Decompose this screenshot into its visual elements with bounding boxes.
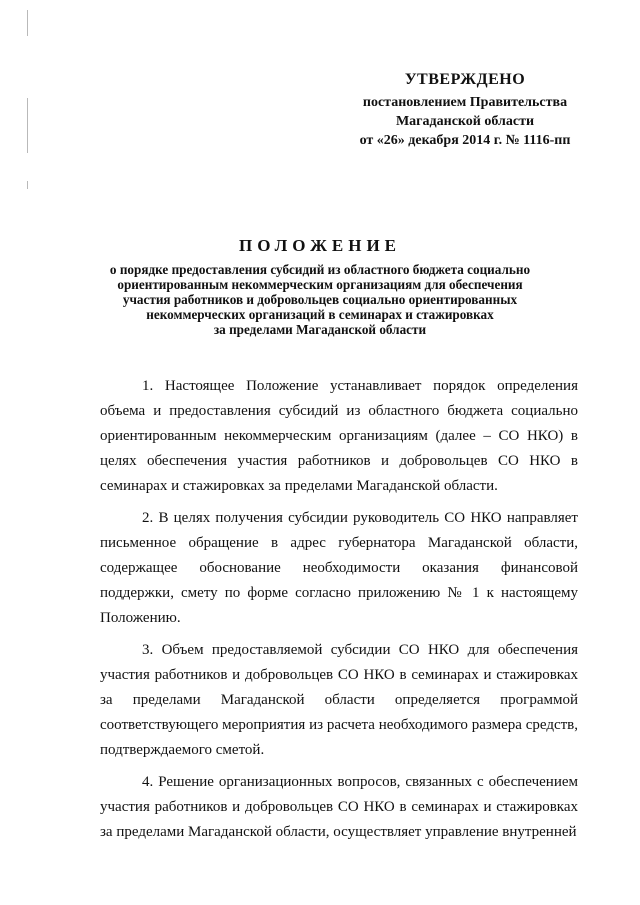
paragraph-3: 3. Объем предоставляемой субсидии СО НКО для обеспечения участия работников и добровольцев СО НКО в семинарах и стажировках за пределами Магаданской области определяется программой соответствующего мероприятия из расчета необходимого размера средств, подтверждаемого сметой.: [100, 642, 578, 758]
approval-stamp-block: [330, 70, 600, 150]
approval-line: Магаданской области: [395, 114, 535, 129]
scan-margin-mark: [27, 98, 28, 153]
scan-margin-mark: [27, 181, 28, 189]
document-subtitle-line: о порядке предоставления субсидий из областного бюджета социально: [109, 262, 531, 277]
document-subtitle-line: ориентированным некоммерческим организациям для обеспечения: [117, 277, 523, 292]
document-heading: [98, 236, 542, 337]
document-subtitle-line: участия работников и добровольцев социально ориентированных: [122, 292, 518, 307]
document-subtitle-line: за пределами Магаданской области: [213, 322, 427, 337]
paragraph-4: 4. Решение организационных вопросов, связанных с обеспечением участия работников и добровольцев СО НКО в семинарах и стажировках за пределами Магаданской области, осуществляет управление внутренней: [100, 774, 578, 840]
document-body: [100, 374, 578, 845]
document-subtitle-line: некоммерческих организаций в семинарах и стажировках: [146, 307, 494, 322]
approval-line: от «26» декабря 2014 г. № 1116-пп: [359, 133, 571, 148]
scan-margin-mark: [27, 10, 28, 36]
document-title: ПОЛОЖЕНИЕ: [239, 236, 401, 255]
paragraph-1: 1. Настоящее Положение устанавливает порядок определения объема и предоставления субсидий из областного бюджета социально ориентированным некоммерческим организациям (далее – СО НКО) в целях обеспечения участия работников и добровольцев СО НКО в семинарах и стажировках за пределами Магаданской области.: [100, 378, 578, 494]
approved-label: УТВЕРЖДЕНО: [404, 71, 526, 88]
paragraph-2: 2. В целях получения субсидии руководитель СО НКО направляет письменное обращение в адрес губернатора Магаданской области, содержащее обоснование необходимости оказания финансовой поддержки, смету по форме согласно приложению № 1 к настоящему Положению.: [100, 510, 578, 626]
approval-line: постановлением Правительства: [362, 95, 568, 110]
